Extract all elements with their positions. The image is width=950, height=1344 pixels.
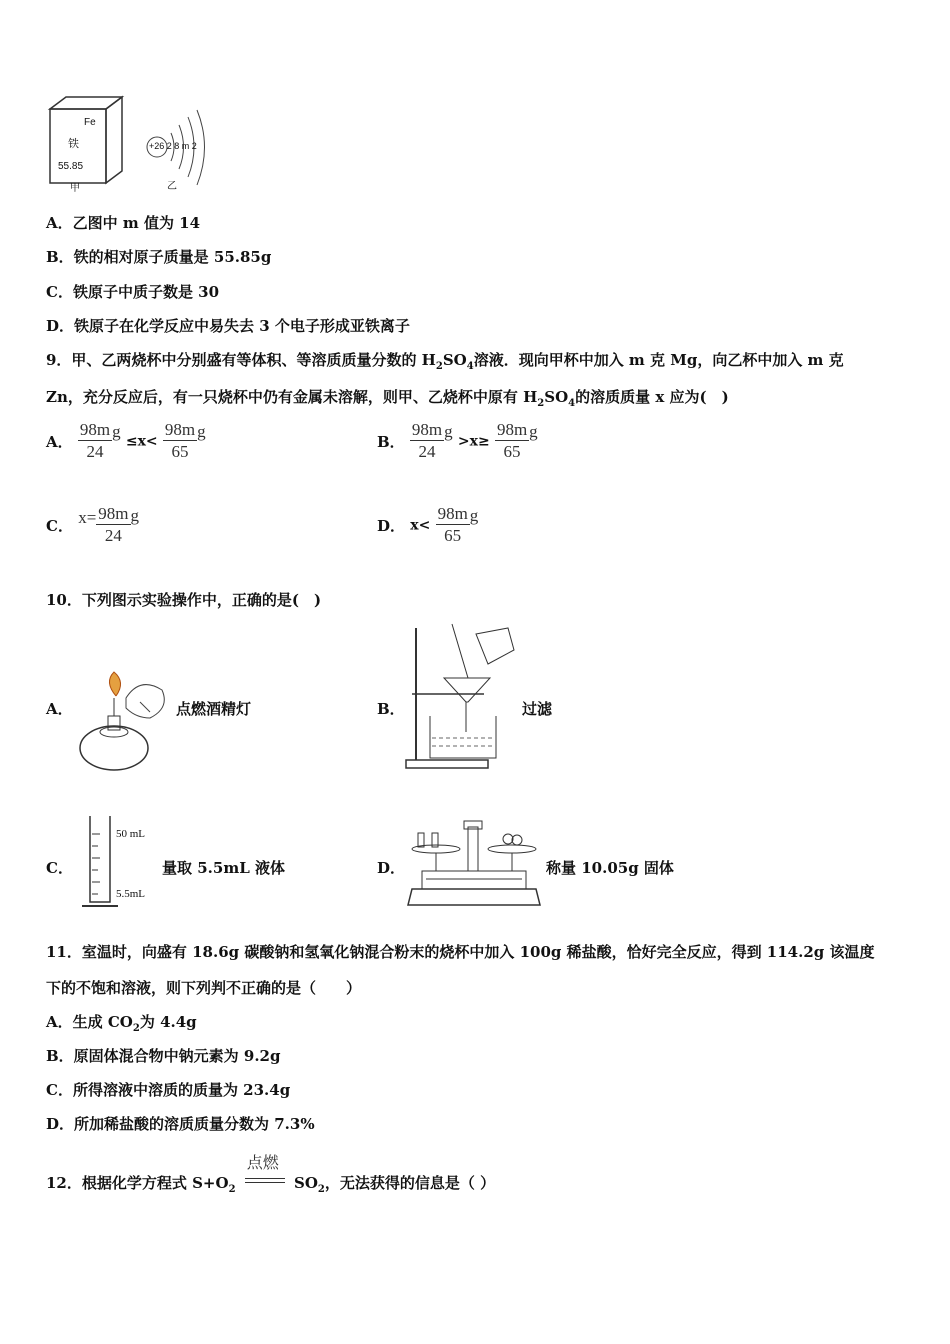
- filtration-figure: [404, 620, 524, 775]
- figure-label-yi: 乙: [167, 181, 177, 192]
- fraction-98m-65: $\frac{98m}{65}$: [437, 504, 468, 545]
- q10-c-text: 量取 5.5mL 液体: [162, 859, 285, 877]
- atom-orbit-text: +26 2 8 m 2: [149, 141, 197, 151]
- element-mass: 55.85: [58, 161, 84, 172]
- fraction-98m-24: $\frac{98m}{24}$: [98, 504, 129, 545]
- q11-option-c: C．所得溶液中溶质的质量为 23.4g: [46, 1081, 291, 1099]
- cylinder-top-label: 50 mL: [116, 828, 146, 840]
- q10-b-text: 过滤: [522, 700, 553, 718]
- q9-option-c: C． x= $\frac{98m}{24}$ g: [46, 504, 140, 545]
- q11-stem-line1: 11．室温时，向盛有 18.6g 碳酸钠和氢氧化钠混合粉末的烧杯中加入 100g 稀盐酸，恰好完全反应，得到 114.2g 该温度: [46, 943, 875, 961]
- element-cell-figure: [42, 95, 127, 195]
- fraction-98m-65: $\frac{98m}{65}$: [496, 420, 528, 461]
- cylinder-bottom-label: 5.5mL: [116, 888, 146, 900]
- q9-stem-line1: 9．甲、乙两烧杯中分别盛有等体积、等溶质质量分数的 $H_2SO_4$溶液．现向甲杯中加入 m 克 Mg，向乙杯中加入 m 克: [46, 351, 844, 372]
- q11-stem-line2: 下的不饱和溶液，则下列判不正确的是（ ）: [46, 979, 362, 997]
- q10-a-letter: A．: [46, 700, 73, 718]
- q8-option-a: A．乙图中 m 值为 14: [46, 214, 201, 232]
- q10-c-letter: C．: [46, 859, 73, 877]
- reaction-condition: 点燃: [245, 1176, 285, 1192]
- fraction-98m-65: $\frac{98m}{65}$: [164, 420, 196, 461]
- q9-option-b: B． $\frac{98m}{24}$ g >x≥ $\frac{98m}{65}$ g: [377, 420, 538, 461]
- q10-d-letter: D．: [377, 859, 406, 877]
- q9-option-d: D． x< $\frac{98m}{65}$ g: [377, 504, 479, 545]
- q8-option-c: C．铁原子中质子数是 30: [46, 283, 220, 301]
- q8-option-b: B．铁的相对原子质量是 55.85g: [46, 248, 272, 266]
- q9-option-a: A． $\frac{98m}{24}$ g ≤x< $\frac{98m}{65}$ g: [46, 420, 206, 461]
- element-symbol: Fe: [84, 117, 96, 128]
- q10-d-text: 称量 10.05g 固体: [546, 859, 674, 877]
- atom-structure-figure: [145, 105, 215, 195]
- q10-b-letter: B．: [377, 700, 405, 718]
- element-name: 铁: [68, 137, 79, 150]
- q9-stem-line2: Zn，充分反应后，有一只烧杯中仍有金属未溶解，则甲、乙烧杯中原有 $H_2SO_4$的溶质质量 x 应为( ): [46, 388, 729, 409]
- q10-stem: 10．下列图示实验操作中，正确的是( ): [46, 591, 322, 609]
- q8-option-d: D．铁原子在化学反应中易失去 3 个电子形成亚铁离子: [46, 317, 410, 335]
- figure-label-jia: 甲: [70, 183, 80, 194]
- q11-option-a: A．生成 $CO_2$为 4.4g: [46, 1013, 197, 1034]
- fraction-98m-24: $\frac{98m}{24}$: [79, 420, 111, 461]
- q11-option-d: D．所加稀盐酸的溶质质量分数为 7.3%: [46, 1115, 315, 1133]
- q10-a-text: 点燃酒精灯: [176, 700, 252, 718]
- q11-option-b: B．原固体混合物中钠元素为 9.2g: [46, 1047, 281, 1065]
- graduated-cylinder-figure: [80, 812, 120, 912]
- q12-stem: 12．根据化学方程式 $S+O_2$ 点燃 $SO_2$，无法获得的信息是（ ）: [46, 1153, 496, 1195]
- fraction-98m-24: $\frac{98m}{24}$: [411, 420, 443, 461]
- alcohol-lamp-figure: [74, 668, 174, 778]
- balance-scale-figure: [404, 815, 544, 910]
